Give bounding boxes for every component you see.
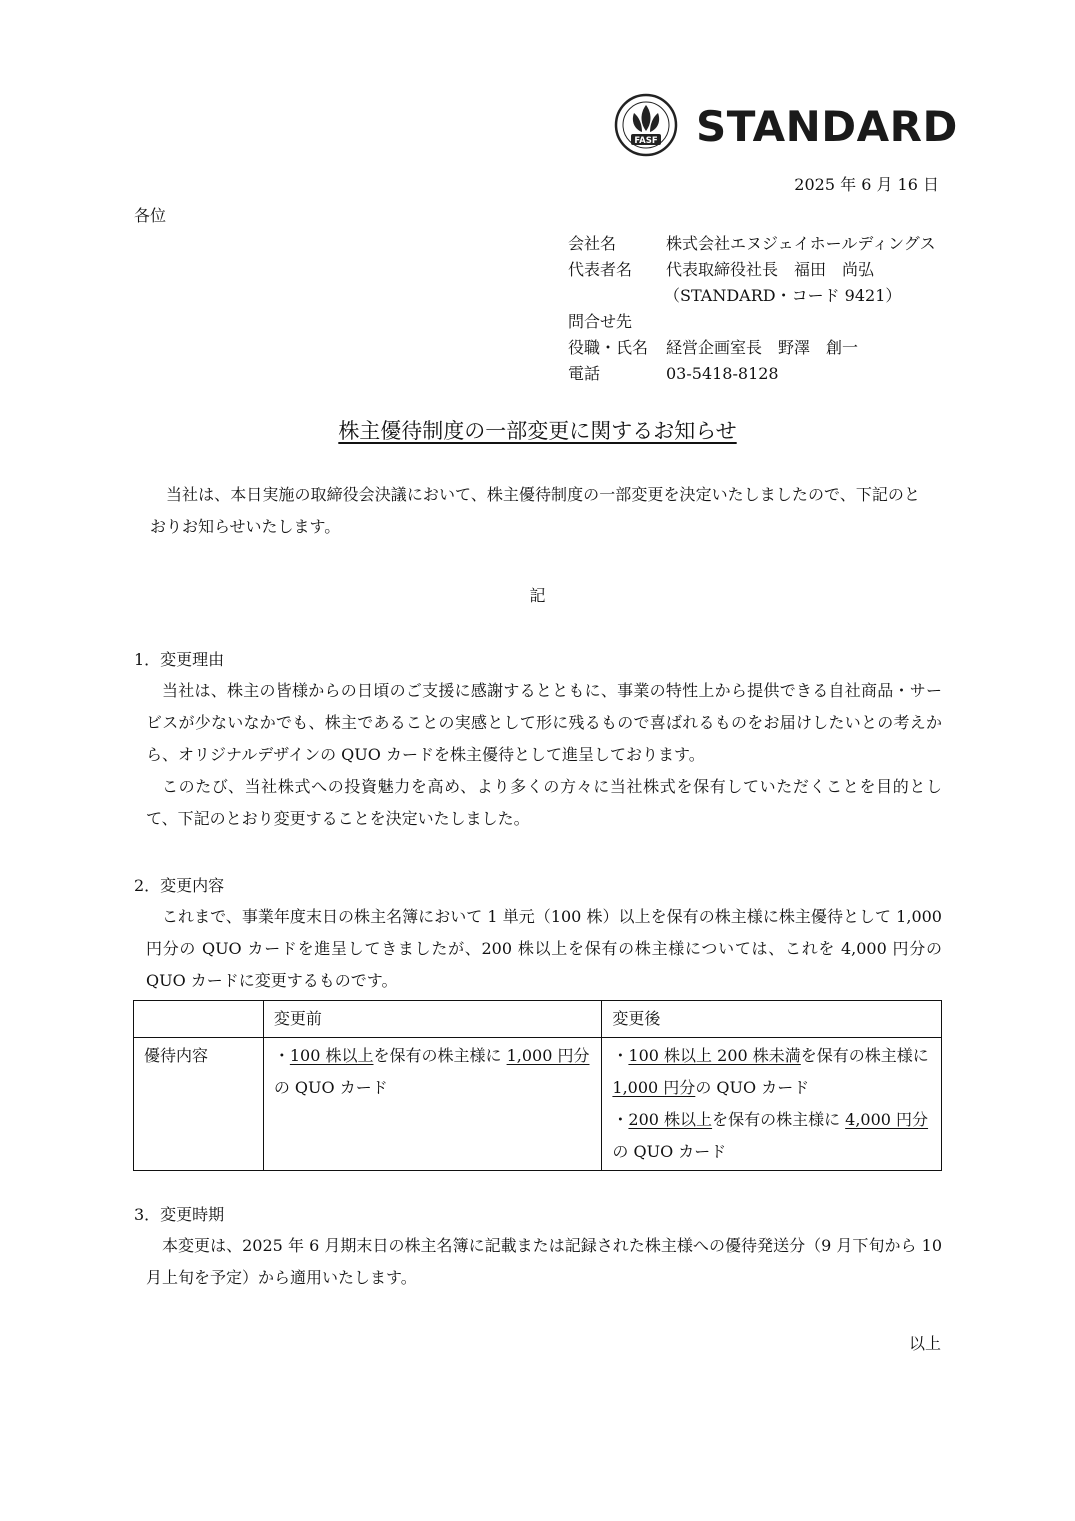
company-name-label: 会社名 <box>568 234 617 253</box>
fasf-seal-icon <box>614 93 678 157</box>
ki-marker: 記 <box>529 586 546 605</box>
table-row-label: 優待内容 <box>134 1038 264 1171</box>
bullet: ・ <box>612 1110 629 1129</box>
telephone-label: 電話 <box>568 364 601 383</box>
document-title: 株主優待制度の一部変更に関するお知らせ <box>338 419 737 443</box>
after-item-1 <box>612 1040 931 1104</box>
bullet: ・ <box>612 1046 629 1065</box>
telephone-value: 03-5418-8128 <box>666 364 779 383</box>
after-item-2 <box>612 1104 931 1168</box>
addressee: 各位 <box>134 206 167 225</box>
cell-text: を保有の株主様に <box>800 1046 929 1065</box>
underlined-amount: 1,000 円分 <box>612 1078 696 1097</box>
section-1-paragraph-2: このたび、当社株式への投資魅力を高め、より多くの方々に当社株式を保有していただくことを目的として、下記のとおり変更することを決定いたしました。 <box>146 777 942 828</box>
company-name-row <box>568 231 936 257</box>
section-1-paragraph-1: 当社は、株主の皆様からの日頃のご支援に感謝するとともに、事業の特性上から提供できる自社商品・サービスが少ないなかでも、株主であることの実感として形に残るもので喜ばれるものをお届けしたいとの考えから、オリジナルデザインの QUO カードを株主優待として進呈しております。 <box>146 681 942 764</box>
table-header-row <box>134 1001 942 1038</box>
closing-mark: 以上 <box>909 1334 942 1353</box>
bullet: ・ <box>273 1046 290 1065</box>
company-info <box>568 231 936 387</box>
section-3-heading: 3．変更時期 <box>134 1205 225 1224</box>
underlined-share-condition: 100 株以上 <box>289 1046 374 1065</box>
brand-name: STANDARD <box>696 102 958 151</box>
cell-text: の QUO カード <box>612 1142 727 1161</box>
section-3-paragraph: 本変更は、2025 年 6 月期末日の株主名簿に記載または記録された株主様への優待発送分（9 月下旬から 10 月上旬を予定）から適用いたします。 <box>146 1236 942 1287</box>
section-1-heading: 1．変更理由 <box>134 650 225 669</box>
table-header-empty <box>134 1001 264 1038</box>
underlined-share-condition: 200 株以上 <box>628 1110 713 1129</box>
document-date: 2025 年 6 月 16 日 <box>794 175 939 194</box>
section-2-heading: 2．変更内容 <box>134 876 225 895</box>
contact-role-value: 経営企画室長 野澤 創一 <box>666 338 859 357</box>
cell-text: の QUO カード <box>695 1078 810 1097</box>
representative-label: 代表者名 <box>568 260 633 279</box>
seal-text: FASF <box>634 136 658 146</box>
section-2-paragraph: これまで、事業年度末日の株主名簿において 1 単元（100 株）以上を保有の株主様に株主優待として 1,000 円分の QUO カードを進呈してきましたが、200 株以上を保有の株主様については、これを 4,000 円分の QUO カードに変更するものです。 <box>146 907 942 990</box>
table-row <box>134 1038 942 1171</box>
table-header-before: 変更前 <box>263 1001 602 1038</box>
stock-code: （STANDARD・コード 9421） <box>664 286 902 305</box>
contact-label: 問合せ先 <box>568 312 633 331</box>
underlined-amount: 4,000 円分 <box>845 1110 929 1129</box>
cell-text: を保有の株主様に <box>373 1046 507 1065</box>
underlined-amount: 1,000 円分 <box>506 1046 590 1065</box>
intro-paragraph: 当社は、本日実施の取締役会決議において、株主優待制度の一部変更を決定いたしましたので、下記のとおりお知らせいたします。 <box>150 485 920 536</box>
contact-person-row <box>568 335 936 361</box>
underlined-share-condition: 100 株以上 200 株未満 <box>628 1046 801 1065</box>
table-cell-after <box>602 1038 942 1171</box>
telephone-row <box>568 361 936 387</box>
company-logo <box>614 93 958 159</box>
comparison-table <box>133 1000 942 1171</box>
company-name-value: 株式会社エヌジェイホールディングス <box>666 234 936 253</box>
table-cell-before <box>263 1038 602 1171</box>
representative-row <box>568 257 936 283</box>
representative-value: 代表取締役社長 福田 尚弘 <box>666 260 875 279</box>
cell-text: の QUO カード <box>273 1078 388 1097</box>
table-header-after: 変更後 <box>602 1001 942 1038</box>
cell-text: を保有の株主様に <box>712 1110 846 1129</box>
contact-role-label: 役職・氏名 <box>568 338 649 357</box>
